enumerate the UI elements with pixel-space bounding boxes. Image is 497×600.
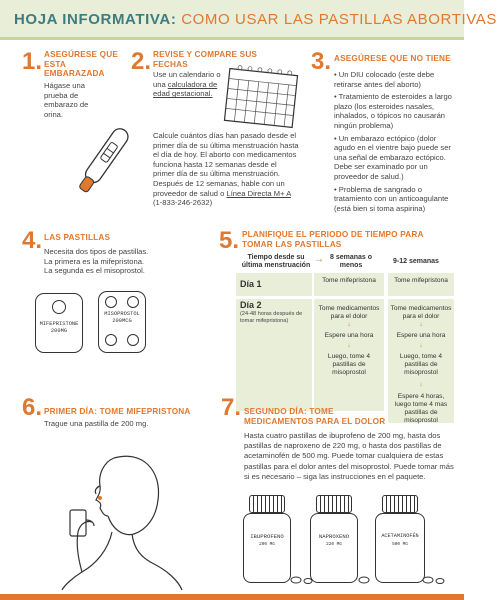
step-3-item: • Un DIU colocado (este debe retirarse antes del aborto) — [334, 70, 435, 89]
naproxen-bottle — [308, 495, 360, 583]
title-part2: COMO USAR LAS PASTILLAS ABORTIVAS — [181, 11, 497, 28]
naproxen-label: NAPROXENO — [318, 533, 350, 540]
loose-pills-illustration — [286, 572, 446, 586]
step-5-number: 5. — [219, 227, 240, 254]
arrow-down-icon: ↓ — [419, 342, 423, 349]
col2-day2-step-2: Espere una hora — [396, 332, 446, 339]
arrow-right-icon: → — [314, 254, 324, 265]
step-1-heading: ASEGÚRESE QUE ESTA EMBARAZADA — [44, 50, 119, 78]
col2-day2-step-4: Espere 4 horas, luego tome 4 mas pastillas de misoprostol — [394, 393, 448, 424]
calendar-illustration — [223, 66, 299, 128]
day2-sublabel: (24-48 horas después de tomar mifepristona) — [240, 311, 303, 324]
col1-day1-step: Tome mifepristona — [322, 277, 376, 284]
step-2-para-1 — [153, 70, 223, 99]
mifepristone-pack — [35, 293, 83, 353]
page-title — [14, 11, 497, 28]
gestational-calculator-link[interactable]: calculadora de edad gestacional. — [153, 79, 218, 99]
col1-day2-step-1: Tome medicamentos para el dolor — [318, 305, 380, 320]
step-7-text: Hasta cuatro pastillas de ibuprofeno de 200 mg, hasta dos pastillas de naproxeno de 220 mg, o hasta dos pastillas de acetaminofén de 500 mg. Puede tomar cualquiera de estas pastillas para el dolor antes del misoprostol. Puede tomar más si es necesario – siga las instrucciones en el paquete. — [244, 431, 454, 481]
step-3-item: • Problema de sangrado o tratamiento con un anticoagulante (está bien si toma aspirina) — [334, 184, 449, 213]
step-3-item: • Un embarazo ectópico (dolor agudo en el vientre bajo puede ser una señal de embarazo ectópico. Debe ser examinado por un proveedor de salud.) — [334, 133, 451, 181]
bottom-bar — [0, 594, 464, 600]
ibuprofen-dose: 200 MG — [259, 542, 275, 547]
step-3-number: 3. — [311, 48, 332, 75]
step-2-para-2 — [153, 131, 299, 208]
step-5-heading: PLANIFIQUE EL PERIODO DE TIEMPO PARA TOMAR LAS PASTILLAS — [242, 230, 424, 249]
hotline-phone: (1-833-246-2632) — [153, 198, 213, 208]
step-4-heading: LAS PASTILLAS — [44, 233, 111, 242]
step-1-text: Hágase una prueba de embarazo de orina. — [44, 81, 89, 119]
misoprostol-label: MISOPROSTOL 200MCG — [104, 311, 140, 324]
step-2-number: 2. — [131, 48, 152, 75]
col1-day2-step-2: Espere una hora — [324, 332, 374, 339]
pregnancy-test-illustration — [72, 112, 142, 202]
step-7-heading: SEGUNDO DÍA: TOME MEDICAMENTOS PARA EL DOLOR — [244, 407, 386, 426]
step-7-number: 7. — [221, 394, 242, 421]
step-6-number: 6. — [22, 394, 43, 421]
person-taking-pill-illustration — [42, 440, 192, 590]
pill-icon — [105, 296, 117, 308]
arrow-down-icon: ↓ — [347, 321, 351, 328]
step-1-number: 1. — [22, 48, 43, 75]
col1-day2-step-3: Luego, tome 4 pastillas de misoprostol — [327, 353, 371, 376]
ibuprofen-label: IBUPROFENO — [250, 533, 284, 540]
step-3-heading: ASEGÚRESE QUE NO TIENE — [334, 54, 451, 63]
acetaminophen-bottle — [373, 495, 427, 583]
pill-icon — [52, 300, 66, 314]
arrow-down-icon: ↓ — [419, 321, 423, 328]
step-3-item: • Tratamiento de esteroides a largo plazo (los esteroides nasales, inhalados, o tópicos no causarán ningún problema) — [334, 92, 452, 130]
step-4-text: Necesita dos tipos de pastillas. La primera es la mifepristona. La segunda es el misoprostol. — [44, 247, 149, 276]
step-2-heading: REVISE Y COMPARE SUS FECHAS — [153, 50, 258, 69]
pill-icon — [127, 296, 139, 308]
timeline-col-time: Tiempo desde su última menstruación — [241, 254, 311, 270]
misoprostol-pack — [98, 291, 146, 353]
day1-label: Día 1 — [240, 279, 262, 289]
acetaminophen-dose: 500 MG — [392, 542, 408, 547]
pill-icon — [127, 334, 139, 346]
timeline-col-8weeks: 8 semanas o menos — [329, 254, 373, 270]
arrow-down-icon: ↓ — [419, 381, 423, 388]
arrow-down-icon: ↓ — [347, 342, 351, 349]
step-4-number: 4. — [22, 227, 43, 254]
timeline-col-9-12weeks: 9-12 semanas — [393, 258, 439, 265]
acetaminophen-label: ACETAMINOFÉN — [381, 533, 419, 539]
naproxen-dose: 220 MG — [326, 542, 342, 547]
mifepristone-label: MIFEPRISTONE 200MG — [39, 321, 79, 334]
step-3-list — [334, 70, 456, 216]
step-2-para-2-text: Calcule cuántos días han pasado desde el primer día de su última menstruación hasta el día de hoy. El aborto con medicamentos funciona hasta 12 semanas desde el primer día de su última menstruación. Después de 12 semanas, hable con un proveedor de salud o — [153, 131, 299, 198]
step-6-text: Trague una pastilla de 200 mg. — [44, 419, 149, 428]
title-bar — [0, 0, 497, 40]
step-2-para-1-text: Use un calendario o una — [153, 70, 221, 89]
title-part1: HOJA INFORMATIVA: — [14, 11, 177, 28]
col2-day2-step-1: Tome medicamentos para el dolor — [390, 305, 452, 320]
hotline-link[interactable]: Línea Directa M+ A — [226, 188, 291, 198]
step-6-heading: PRIMER DÍA: TOME MIFEPRISTONA — [44, 407, 191, 416]
ibuprofen-bottle — [241, 495, 293, 583]
col2-day2-step-3: Luego, tome 4 pastillas de misoprostol — [399, 353, 443, 376]
pill-icon — [105, 334, 117, 346]
col2-day1-step: Tome mifepristona — [394, 277, 448, 284]
day2-label: Día 2 — [240, 300, 262, 310]
